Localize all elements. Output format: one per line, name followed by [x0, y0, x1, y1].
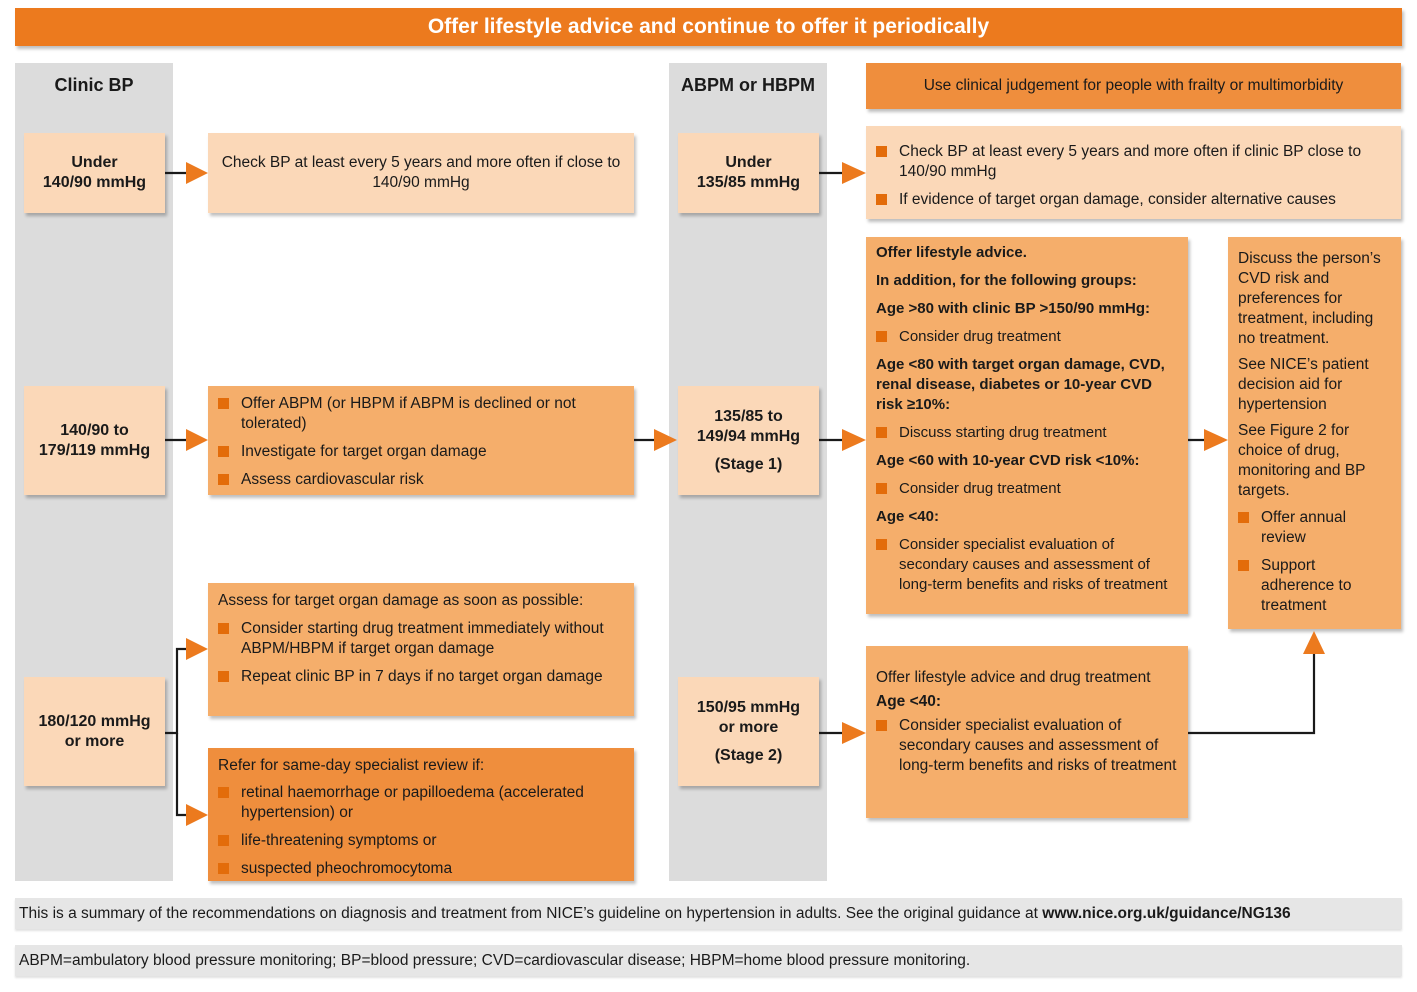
arrow-line: [1188, 652, 1314, 733]
list-item: life-threatening symptoms or: [218, 831, 624, 851]
bullet-icon: [218, 787, 229, 798]
clinic-high-box: 180/120 mmHg or more: [24, 677, 165, 786]
arrow-line: [177, 733, 188, 815]
bullet-icon: [876, 427, 887, 438]
list-item: If evidence of target organ damage, consider alternative causes: [876, 190, 1391, 210]
list-item: retinal haemorrhage or papilloedema (accelerated hypertension) or: [218, 783, 624, 823]
list-item: suspected pheochromocytoma: [218, 859, 624, 879]
bullet-icon: [876, 483, 887, 494]
clinic-under-box: Under 140/90 mmHg: [24, 133, 165, 213]
clinic-mid-actions: [208, 386, 634, 495]
list-item: Support adherence to treatment: [1238, 556, 1391, 616]
bullet-icon: [876, 539, 887, 550]
list-item: Offer annual review: [1238, 508, 1391, 548]
bullet-icon: [218, 446, 229, 457]
list-item: Consider drug treatment: [876, 479, 1178, 499]
list-item: Offer ABPM (or HBPM if ABPM is declined or not tolerated): [218, 394, 624, 434]
list-item: Consider drug treatment: [876, 327, 1178, 347]
clinic-high-refer: Refer for same-day specialist review if: retinal haemorrhage or papilloedema (accelerated hypertension) or life-threatening symptoms or suspected pheochromocytoma: [208, 748, 634, 881]
summary-note: This is a summary of the recommendations on diagnosis and treatment from NICE’s guideline on hypertension in adults. See the original guidance at www.nice.org.uk/guidance/NG136: [15, 898, 1402, 929]
list-item: Investigate for target organ damage: [218, 442, 624, 462]
bullet-icon: [1238, 512, 1249, 523]
discuss-box: Discuss the person’s CVD risk and preferences for treatment, including no treatment. See NICE’s patient decision aid for hypertension See Figure 2 for choice of drug, monitoring and BP targets. Offer annual review Support adherence to treatment: [1228, 237, 1401, 629]
list-item: Consider starting drug treatment immediately without ABPM/HBPM if target organ damage: [218, 619, 624, 659]
bullet-icon: [218, 623, 229, 634]
abpm-stage1-box: 135/85 to 149/94 mmHg (Stage 1): [678, 386, 819, 495]
abpm-under-actions: [866, 126, 1401, 219]
bullet-icon: [218, 835, 229, 846]
abbreviations-note: ABPM=ambulatory blood pressure monitoring; BP=blood pressure; CVD=cardiovascular disease; HBPM=home blood pressure monitoring.: [15, 945, 1402, 976]
arrowhead-icon: [1303, 631, 1325, 654]
arrowhead-icon: [842, 429, 866, 451]
arrowhead-icon: [186, 638, 208, 660]
bullet-icon: [218, 398, 229, 409]
bullet-icon: [1238, 560, 1249, 571]
guidance-link[interactable]: www.nice.org.uk/guidance/NG136: [1042, 904, 1291, 922]
list-item: Consider specialist evaluation of secondary causes and assessment of long-term benefits and risks of treatment: [876, 716, 1178, 776]
arrowhead-icon: [186, 804, 208, 826]
arrowhead-icon: [186, 162, 208, 184]
arrowhead-icon: [842, 722, 866, 744]
arrowhead-icon: [842, 162, 866, 184]
bullet-icon: [876, 194, 887, 205]
arrowhead-icon: [186, 429, 208, 451]
bullet-icon: [876, 720, 887, 731]
bullet-icon: [218, 474, 229, 485]
bullet-icon: [218, 671, 229, 682]
abpm-under-box: Under 135/85 mmHg: [678, 133, 819, 213]
clinic-under-action: Check BP at least every 5 years and more often if close to 140/90 mmHg: [208, 133, 634, 213]
clinic-mid-box: 140/90 to 179/119 mmHg: [24, 386, 165, 495]
header-banner: Offer lifestyle advice and continue to offer it periodically: [15, 8, 1402, 46]
clinic-high-assess: Assess for target organ damage as soon as possible: Consider starting drug treatment immediately without ABPM/HBPM if target organ damage Repeat clinic BP in 7 days if no target organ damage: [208, 583, 634, 716]
frailty-note: Use clinical judgement for people with frailty or multimorbidity: [866, 63, 1401, 109]
list-item: Discuss starting drug treatment: [876, 423, 1178, 443]
bullet-icon: [876, 146, 887, 157]
list-item: Check BP at least every 5 years and more often if clinic BP close to 140/90 mmHg: [876, 142, 1391, 182]
arrowhead-icon: [1204, 429, 1228, 451]
stage2-actions: Offer lifestyle advice and drug treatment Age <40: Consider specialist evaluation of secondary causes and assessment of long-term benefits and risks of treatment: [866, 646, 1188, 818]
clinic-bp-title: Clinic BP: [54, 75, 134, 95]
abpm-stage2-box: 150/95 mmHg or more (Stage 2): [678, 677, 819, 786]
list-item: Repeat clinic BP in 7 days if no target organ damage: [218, 667, 624, 687]
bullet-icon: [218, 863, 229, 874]
list-item: Assess cardiovascular risk: [218, 470, 624, 490]
abpm-hbpm-title: ABPM or HBPM: [681, 75, 815, 95]
bullet-icon: [876, 331, 887, 342]
stage1-actions: Offer lifestyle advice. In addition, for the following groups: Age >80 with clinic BP >150/90 mmHg: Consider drug treatment Age <80 with target organ damage, CVD, renal disease, diabetes or 10-year CVD risk ≥10%: Discuss starting drug treatment Age <60 with 10-year CVD risk <10%: Consider drug treatment Age <40: Consider specialist evaluation of secondary causes and assessment of long-term benefits and risks of treatment: [866, 237, 1188, 614]
list-item: Consider specialist evaluation of secondary causes and assessment of long-term benefits and risks of treatment: [876, 535, 1178, 595]
